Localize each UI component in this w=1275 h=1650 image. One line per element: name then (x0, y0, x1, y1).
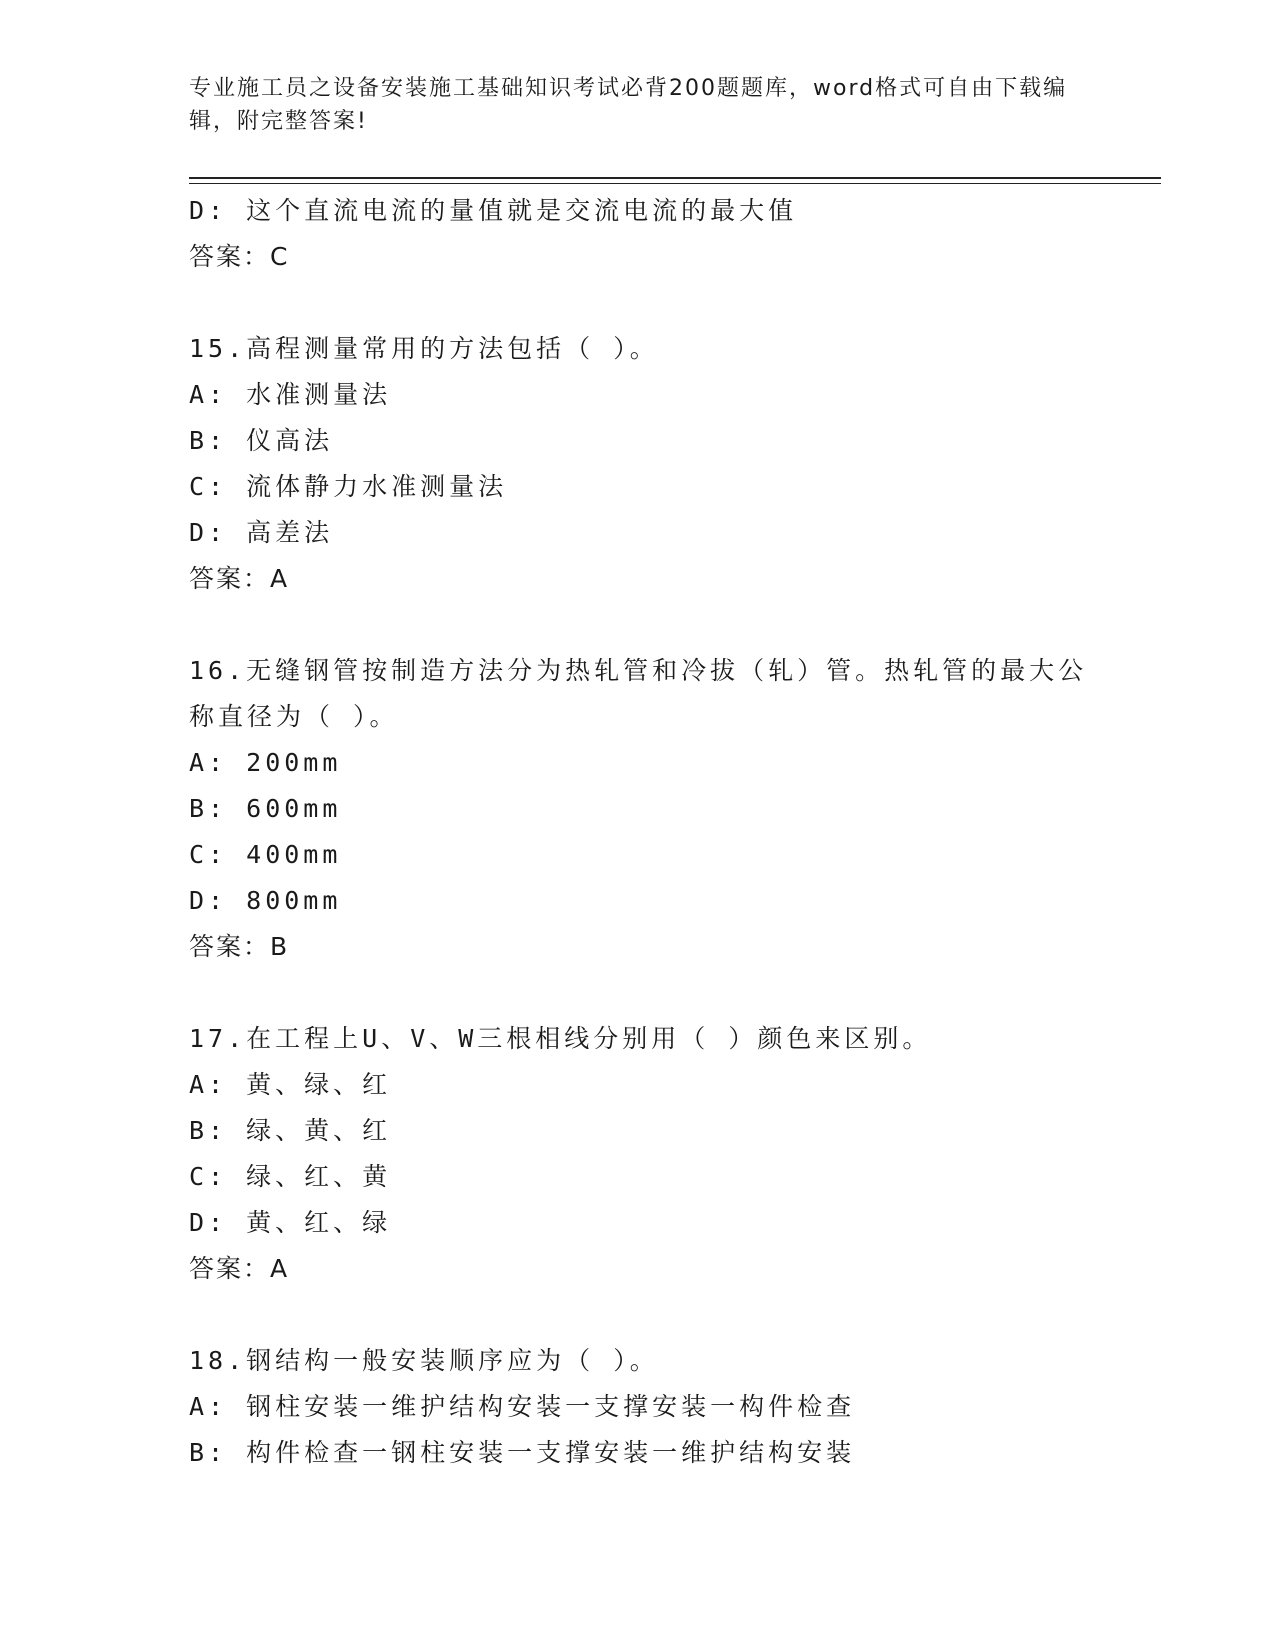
question-16-option-a: A: 200mm (189, 748, 342, 777)
spacer (189, 280, 1089, 326)
question-15-stem: 15.高程测量常用的方法包括（ ）。 (189, 334, 659, 363)
question-16-answer: 答案：B (189, 932, 290, 961)
question-17-option-c: C: 绿、红、黄 (189, 1162, 392, 1191)
header-rule-thin (189, 183, 1161, 184)
question-15-option-a: A: 水准测量法 (189, 380, 392, 409)
question-18-stem: 18.钢结构一般安装顺序应为（ ）。 (189, 1346, 659, 1375)
question-15-option-b: B: 仪高法 (189, 426, 334, 455)
answer-label: 答案：C (189, 242, 290, 271)
spacer (189, 970, 1089, 1016)
document-header: 专业施工员之设备安装施工基础知识考试必背200题题库，word格式可自由下载编辑，附完整答案! (189, 76, 1068, 134)
question-16-stem: 16.无缝钢管按制造方法分为热轧管和冷拔（轧）管。热轧管的最大公称直径为（ ）。 (189, 656, 1088, 731)
question-18-option-b: B: 构件检查一钢柱安装一支撑安装一维护结构安装 (189, 1438, 856, 1467)
question-18-option-a: A: 钢柱安装一维护结构安装一支撑安装一构件检查 (189, 1392, 856, 1421)
question-17-option-a: A: 黄、绿、红 (189, 1070, 392, 1099)
question-17-option-d: D: 黄、红、绿 (189, 1208, 392, 1237)
question-17-answer: 答案：A (189, 1254, 290, 1283)
question-15-answer: 答案：A (189, 564, 290, 593)
question-15-option-d: D: 高差法 (189, 518, 334, 547)
option-d: D: 这个直流电流的量值就是交流电流的最大值 (189, 196, 798, 225)
question-17-option-b: B: 绿、黄、红 (189, 1116, 392, 1145)
question-15-option-c: C: 流体静力水准测量法 (189, 472, 508, 501)
question-16-option-b: B: 600mm (189, 794, 342, 823)
question-17-stem: 17.在工程上U、V、W三根相线分别用（ ）颜色来区别。 (189, 1024, 932, 1053)
question-content (189, 188, 1089, 1476)
header-rule-thick (189, 177, 1161, 179)
question-16-option-c: C: 400mm (189, 840, 342, 869)
spacer (189, 1292, 1089, 1338)
question-16-option-d: D: 800mm (189, 886, 342, 915)
spacer (189, 602, 1089, 648)
